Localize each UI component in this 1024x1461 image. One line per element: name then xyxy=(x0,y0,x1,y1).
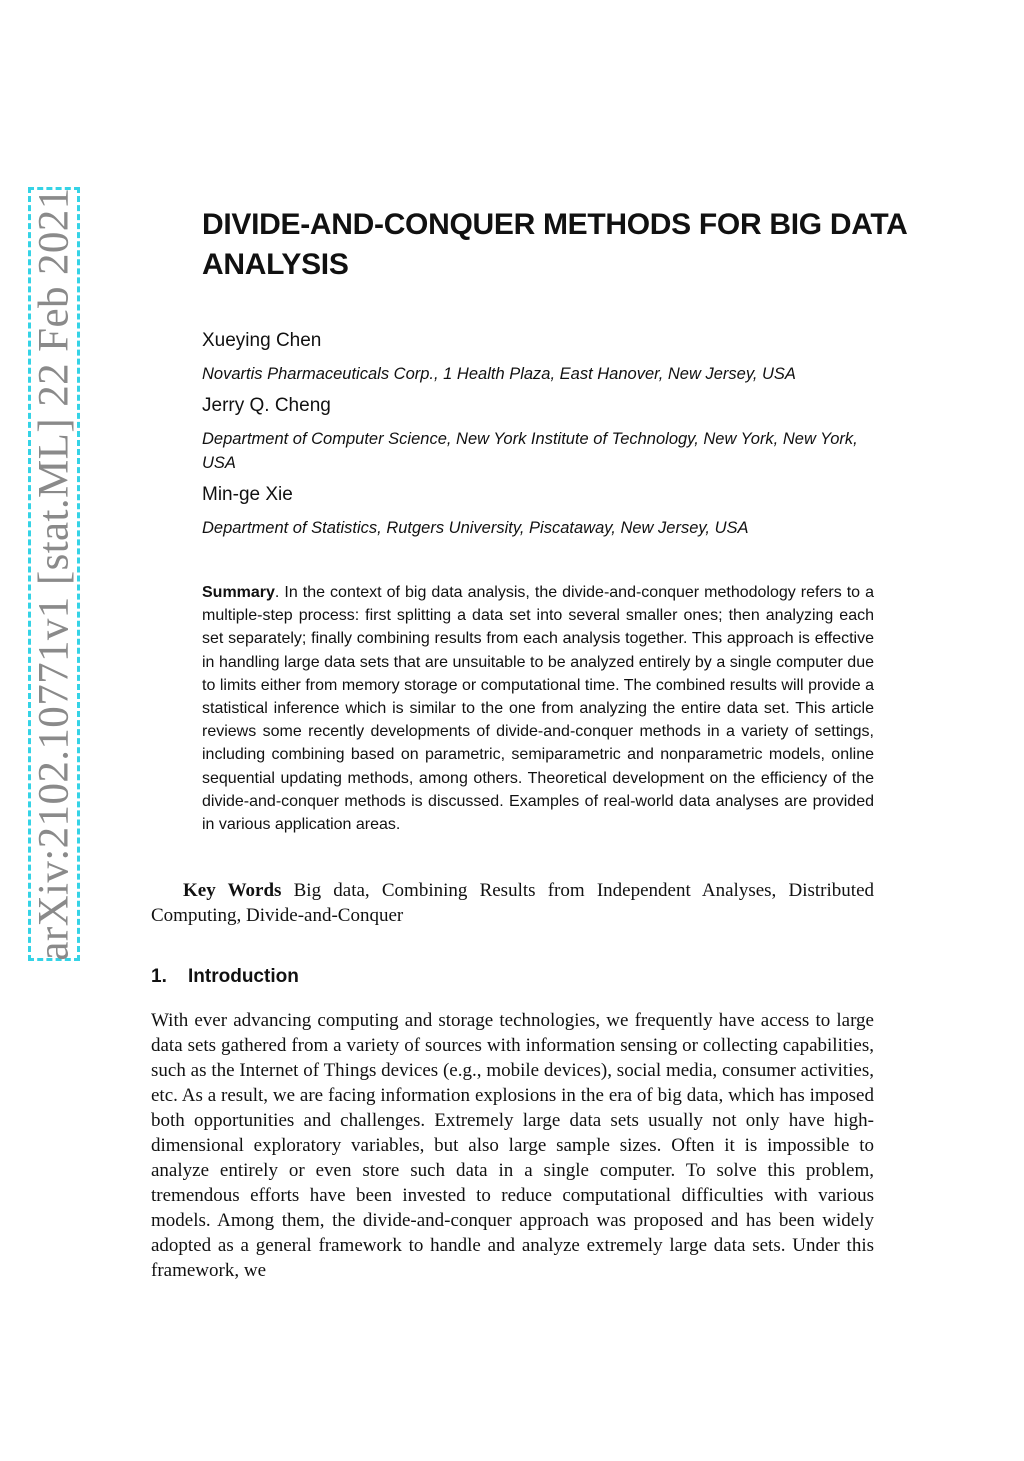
section-heading xyxy=(151,966,299,988)
summary-text: . In the context of big data analysis, the divide-and-conquer methodology refers to a multiple-step process: first splitting a data set into several smaller ones; then analyzing each set separately; finally combining results from each analysis together. This approach is effective in handling large data sets that are unsuitable to be analyzed entirely by a single computer due to limits either from memory storage or computational time. The combined results will provide a statistical inference which is similar to the one from analyzing the entire data set. This article reviews some recently developments of divide-and-conquer methods in a variety of settings, including combining based on parametric, semiparametric and nonparametric models, online sequential updating methods, among others. Theoretical development on the efficiency of the divide-and-conquer methods is discussed. Examples of real-world data analyses are provided in various application areas. xyxy=(202,584,874,834)
author-affiliation: Department of Computer Science, New York Institute of Technology, New York, New York, USA xyxy=(202,430,858,472)
section-number: 1. xyxy=(151,966,167,987)
keywords-text: Big data, Combining Results from Independent Analyses, Distributed Computing, Divide-and-Conquer xyxy=(151,880,874,926)
arxiv-identifier: arXiv:2102.10771v1 [stat.ML] 22 Feb 2021 xyxy=(30,187,78,961)
author-affiliation: Department of Statistics, Rutgers University, Piscataway, New Jersey, USA xyxy=(202,519,749,537)
summary-label: Summary xyxy=(202,584,275,601)
paper-title: DIVIDE-AND-CONQUER METHODS FOR BIG DATA ANALYSIS xyxy=(202,208,907,281)
keywords-label: Key Words xyxy=(183,880,282,901)
keywords-paragraph xyxy=(151,878,874,928)
author-name: Xueying Chen xyxy=(202,330,322,351)
author-affiliation: Novartis Pharmaceuticals Corp., 1 Health Plaza, East Hanover, New Jersey, USA xyxy=(202,365,796,383)
author-name: Jerry Q. Cheng xyxy=(202,395,331,416)
section-title: Introduction xyxy=(188,966,299,987)
summary-paragraph xyxy=(202,581,874,836)
intro-paragraph: With ever advancing computing and storage technologies, we frequently have access to large data sets gathered from a variety of sources with information sensing or collecting capabilities, such as the Internet of Things devices (e.g., mobile devices), social media, consumer activities, etc. As a result, we are facing information explosions in the era of big data, which has imposed both opportunities and challenges. Extremely large data sets usually not only have high-dimensional exploratory variables, but also large sample sizes. Often it is impossible to analyze entirely or even store such data in a single computer. To solve this problem, tremendous efforts have been invested to reduce computational difficulties with various models. Among them, the divide-and-conquer approach was proposed and has been widely adopted as a general framework to handle and analyze extremely large data sets. Under this framework, we xyxy=(151,1010,874,1281)
author-name: Min-ge Xie xyxy=(202,484,293,505)
